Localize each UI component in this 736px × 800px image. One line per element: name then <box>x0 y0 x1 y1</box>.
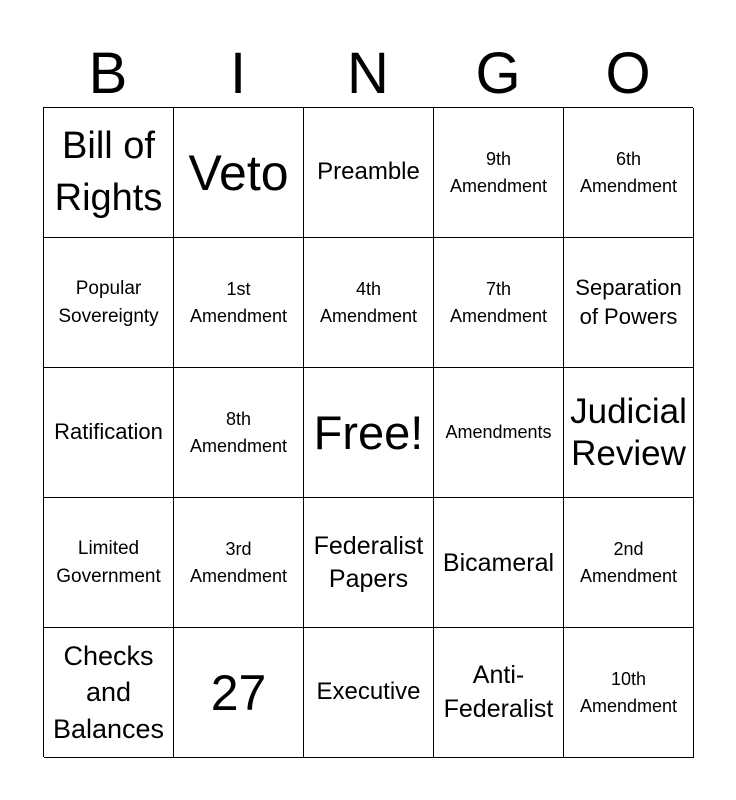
bingo-cell[interactable]: Executive <box>304 628 434 758</box>
bingo-cell[interactable]: 10th Amendment <box>564 628 694 758</box>
bingo-cell[interactable]: Bicameral <box>434 498 564 628</box>
header-letter-o: O <box>605 41 651 106</box>
bingo-cell[interactable]: 3rd Amendment <box>174 498 304 628</box>
bingo-cell[interactable]: Ratification <box>44 368 174 498</box>
header-letter-i: I <box>229 41 247 106</box>
header-letter-g: G <box>475 41 521 106</box>
bingo-cell[interactable]: Separation of Powers <box>564 238 694 368</box>
bingo-header <box>43 40 693 108</box>
bingo-cell[interactable]: 1st Amendment <box>174 238 304 368</box>
bingo-cell[interactable]: 9th Amendment <box>434 108 564 238</box>
bingo-cell[interactable]: 27 <box>174 628 304 758</box>
bingo-cell[interactable]: Anti-Federalist <box>434 628 564 758</box>
header-letter-n: N <box>347 41 389 106</box>
bingo-board <box>43 107 693 757</box>
bingo-cell[interactable]: Bill of Rights <box>44 108 174 238</box>
bingo-cell[interactable]: Amendments <box>434 368 564 498</box>
bingo-cell[interactable]: Popular Sovereignty <box>44 238 174 368</box>
bingo-cell[interactable]: Limited Government <box>44 498 174 628</box>
bingo-cell[interactable]: 8th Amendment <box>174 368 304 498</box>
bingo-cell[interactable]: 6th Amendment <box>564 108 694 238</box>
bingo-cell[interactable]: Preamble <box>304 108 434 238</box>
bingo-cell[interactable]: Federalist Papers <box>304 498 434 628</box>
bingo-cell[interactable]: 4th Amendment <box>304 238 434 368</box>
bingo-cell[interactable]: Judicial Review <box>564 368 694 498</box>
bingo-cell[interactable]: 7th Amendment <box>434 238 564 368</box>
bingo-cell[interactable]: 2nd Amendment <box>564 498 694 628</box>
free-space-cell[interactable]: Free! <box>304 368 434 498</box>
header-letter-b: B <box>88 41 128 106</box>
bingo-cell[interactable]: Veto <box>174 108 304 238</box>
bingo-cell[interactable]: Checks and Balances <box>44 628 174 758</box>
